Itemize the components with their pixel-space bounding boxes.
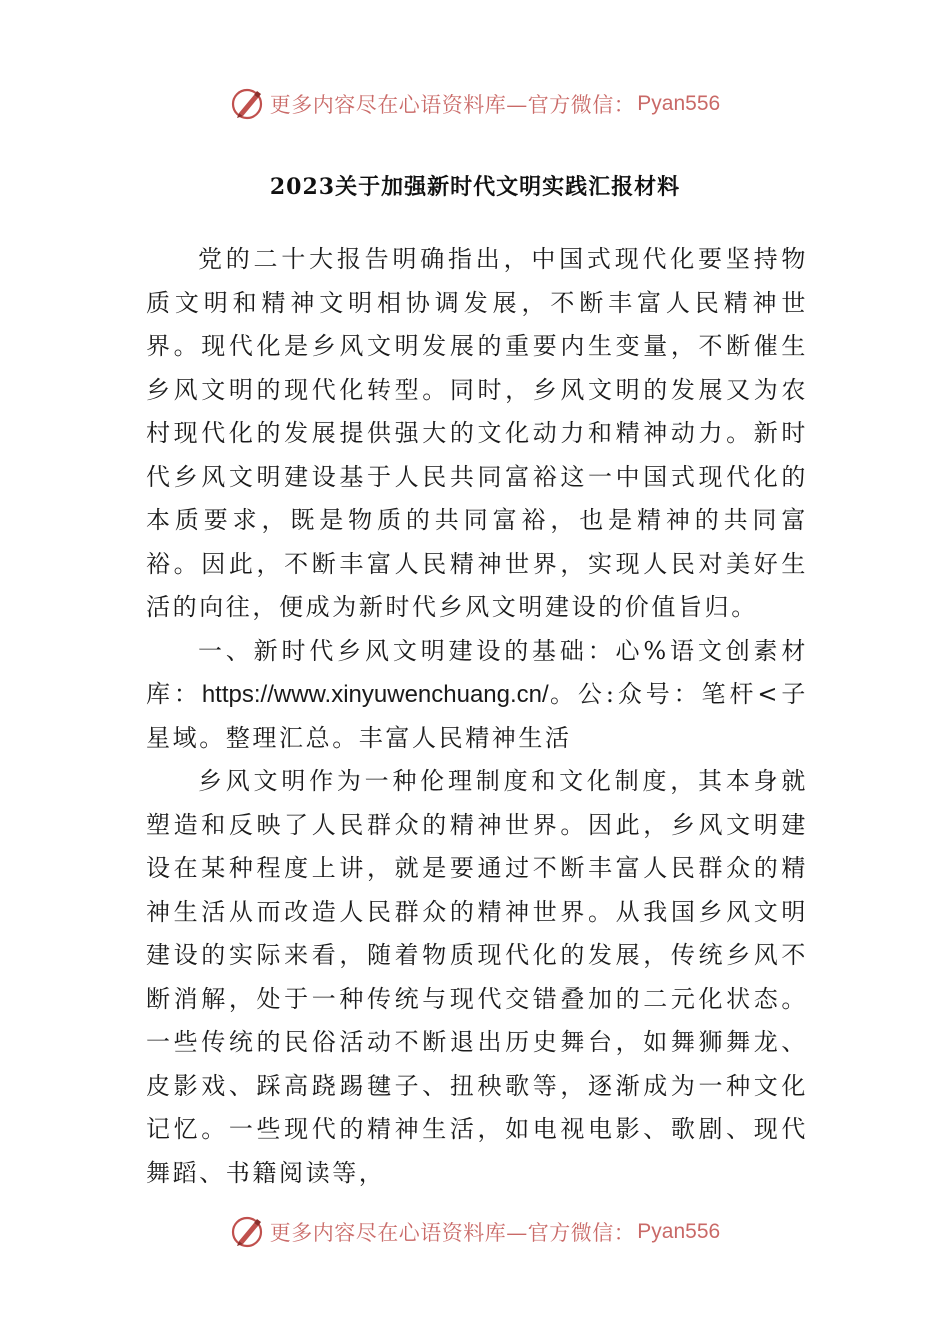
document-body [146, 238, 808, 1195]
paragraph-2: 乡风文明作为一种伦理制度和文化制度，其本身就塑造和反映了人民群众的精神世界。因此，乡风文明建设在某种程度上讲，就是要通过不断丰富人民群众的精神生活从而改造人民群众的精神世界。从我国乡风文明建设的实际来看，随着物质现代化的发展，传统乡风不断消解，处于一种传统与现代交错叠加的二元化状态。一些传统的民俗活动不断退出历史舞台，如舞狮舞龙、皮影戏、踩高跷踢毽子、扭秧歌等，逐渐成为一种文化记忆。一些现代的精神生活，如电视电影、歌剧、现代舞蹈、书籍阅读等， [146, 767, 808, 1187]
section-heading-suffix: 。公:众号：笔杆<子星域。整理汇总。丰富人民精神生活 [146, 680, 808, 752]
pen-logo-icon [230, 86, 266, 122]
pen-logo-icon [230, 1214, 266, 1250]
banner-text: 更多内容尽在心语资料库—官方微信： [269, 1221, 636, 1245]
paragraph-intro: 党的二十大报告明确指出，中国式现代化要坚持物质文明和精神文明相协调发展，不断丰富人民精神世界。现代化是乡风文明发展的重要内生变量，不断催生乡风文明的现代化转型。同时，乡风文明的发展又为农村现代化的发展提供强大的文化动力和精神动力。新时代乡风文明建设基于人民共同富裕这一中国式现代化的本质要求，既是物质的共同富裕，也是精神的共同富裕。因此，不断丰富人民精神世界，实现人民对美好生活的向往，便成为新时代乡风文明建设的价值旨归。 [146, 245, 808, 621]
banner-wechat-id: Pyan556 [637, 1220, 721, 1243]
section-heading-prefix: 一、新时代乡风文明建设的基础：心%语文创素材库： [146, 636, 808, 708]
document-title: 2023关于加强新时代文明实践汇报材料 [269, 174, 681, 200]
section-heading [146, 630, 808, 761]
section-heading-url[interactable]: https://www.xinyuwenchuang.cn/ [201, 681, 549, 708]
banner-text: 更多内容尽在心语资料库—官方微信： [269, 93, 636, 117]
footer-banner [0, 1212, 950, 1252]
banner-wechat-id: Pyan556 [637, 92, 721, 115]
header-banner [0, 84, 950, 124]
